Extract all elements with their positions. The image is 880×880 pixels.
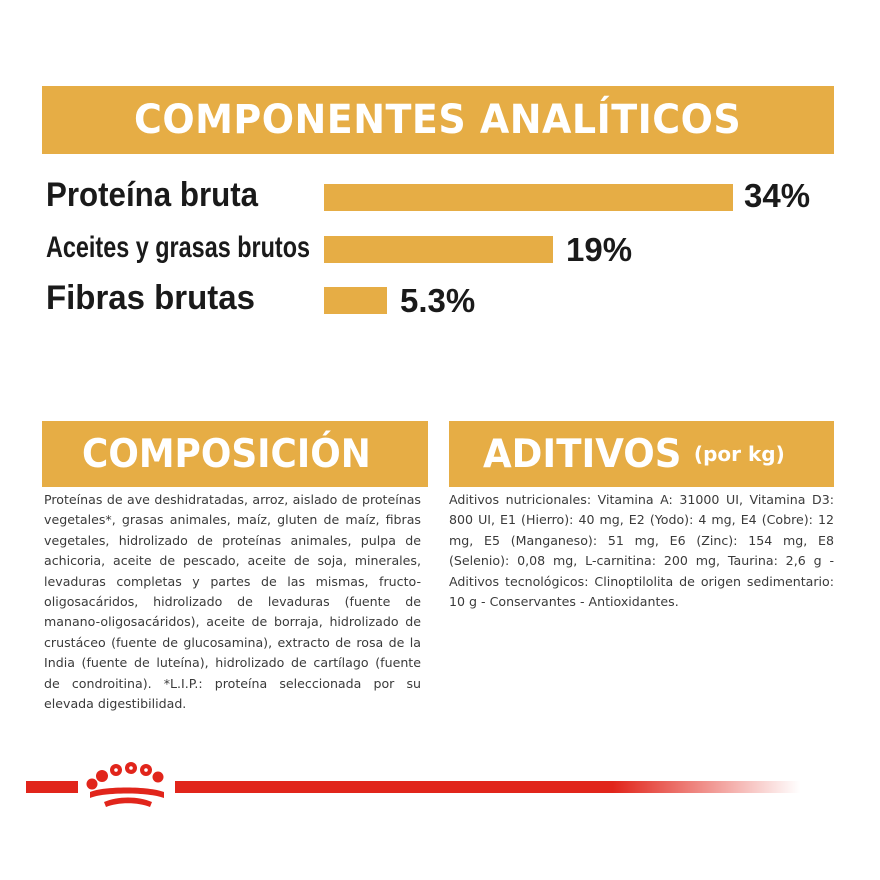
royal-canin-crown-icon xyxy=(84,762,170,808)
fiber-bar xyxy=(324,287,387,314)
footer-red-line-right xyxy=(175,781,800,793)
analytic-components-title: COMPONENTES ANALÍTICOS xyxy=(134,97,742,143)
protein-bar xyxy=(324,184,733,211)
additives-header xyxy=(449,421,834,487)
additives-subtitle: (por kg) xyxy=(693,442,785,466)
fat-label: Aceites y grasas brutos xyxy=(46,231,311,264)
analytic-components-banner xyxy=(42,86,834,154)
footer-red-line-left xyxy=(26,781,78,793)
composition-text: Proteínas de ave deshidratadas, arroz, aislado de proteínas vegetales*, grasas animales, maíz, gluten de maíz, fibras vegetales, hidrolizado de proteínas animales, pulpa de achicoria, aceite de pescado, aceite de soja, minerales, levaduras completas y partes de las mismas, fructo-oligosacáridos, hidrolizado de levaduras (fuente de manano-oligosacáridos), aceite de borraja, hidrolizado de crustáceo (fuente de glucosamina), extracto de rosa de la India (fuente de luteína), hidrolizado de cartílago (fuente de condroitina). *L.I.P.: proteína seleccionada por su elevada digestibilidad. xyxy=(44,492,421,712)
fat-value: 19% xyxy=(566,231,633,268)
protein-label: Proteína bruta xyxy=(46,176,259,214)
additives-title: ADITIVOS xyxy=(483,431,682,477)
fiber-label: Fibras brutas xyxy=(46,279,255,317)
composition-header xyxy=(42,421,428,487)
additives-text: Aditivos nutricionales: Vitamina A: 31000 UI, Vitamina D3: 800 UI, E1 (Hierro): 40 mg, E2 (Yodo): 4 mg, E4 (Cobre): 12 mg, E5 (Manganeso): 51 mg, E6 (Zinc): 154 mg, E8 (Selenio): 0,08 mg, L-carnitina: 200 mg, Taurina: 2,6 g - Aditivos tecnológicos: Clinoptilolita de origen sedimentario: 10 g - Conservantes - Antioxidantes. xyxy=(449,492,834,610)
fiber-value: 5.3% xyxy=(400,282,476,319)
fat-bar xyxy=(324,236,553,263)
composition-title: COMPOSICIÓN xyxy=(82,431,371,477)
protein-value: 34% xyxy=(744,177,811,214)
